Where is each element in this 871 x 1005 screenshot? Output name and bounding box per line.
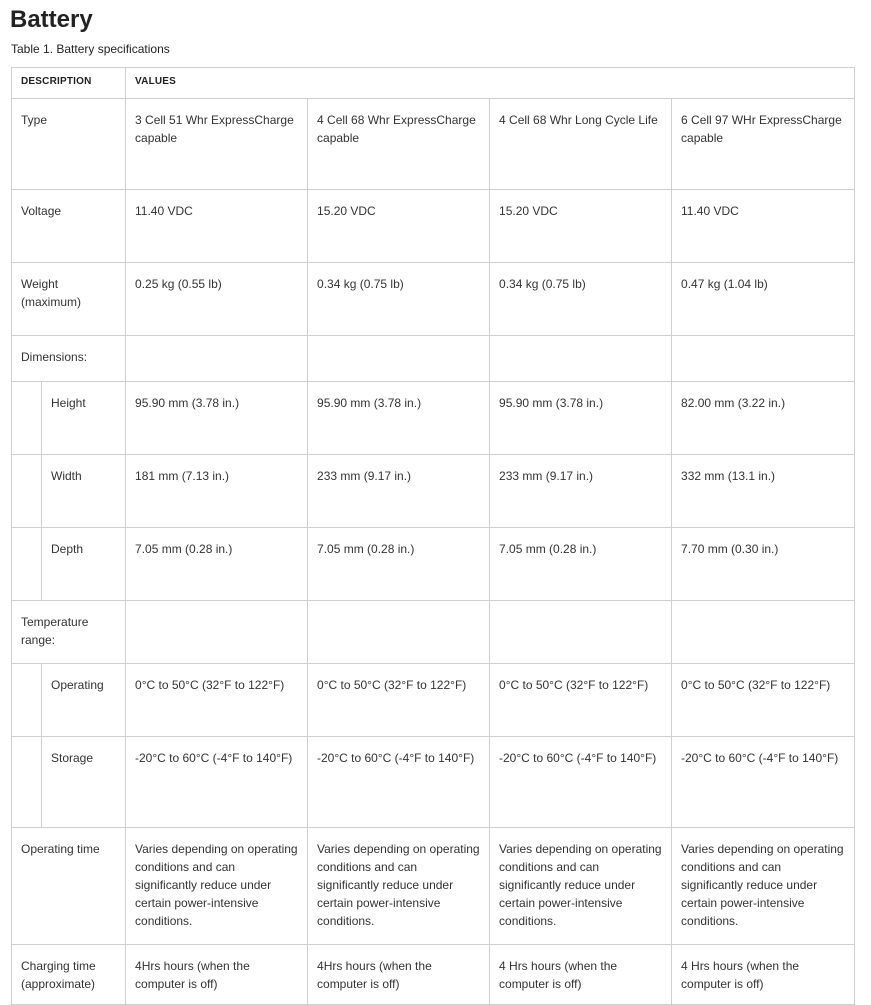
table-header-row (12, 68, 855, 99)
table-row (12, 828, 855, 945)
table-row (12, 382, 855, 455)
row-label-weight: Weight (maximum) (12, 263, 126, 336)
value-cell: -20°C to 60°C (-4°F to 140°F) (308, 737, 490, 828)
table-row (12, 528, 855, 601)
value-cell: 0.34 kg (0.75 lb) (490, 263, 672, 336)
empty-cell (126, 336, 308, 382)
value-cell: -20°C to 60°C (-4°F to 140°F) (126, 737, 308, 828)
empty-cell (672, 601, 855, 664)
value-cell: 0°C to 50°C (32°F to 122°F) (308, 664, 490, 737)
table-row (12, 99, 855, 190)
value-cell: Varies depending on operating conditions and can significantly reduce under certain power-intensive conditions. (126, 828, 308, 945)
battery-spec-table (11, 67, 855, 1005)
value-cell: 233 mm (9.17 in.) (308, 455, 490, 528)
table-row (12, 263, 855, 336)
table-caption: Table 1. Battery specifications (11, 42, 170, 56)
empty-cell (490, 601, 672, 664)
value-cell: -20°C to 60°C (-4°F to 140°F) (672, 737, 855, 828)
value-cell: 0.47 kg (1.04 lb) (672, 263, 855, 336)
row-label-operating-time: Operating time (12, 828, 126, 945)
value-cell: 15.20 VDC (308, 190, 490, 263)
row-label-type: Type (12, 99, 126, 190)
value-cell: 15.20 VDC (490, 190, 672, 263)
row-label-depth: Depth (42, 528, 126, 601)
value-cell: 6 Cell 97 WHr ExpressCharge capable (672, 99, 855, 190)
row-label-storage: Storage (42, 737, 126, 828)
empty-cell (672, 336, 855, 382)
empty-cell (126, 601, 308, 664)
value-cell: 4 Cell 68 Whr ExpressCharge capable (308, 99, 490, 190)
value-cell: 4 Cell 68 Whr Long Cycle Life (490, 99, 672, 190)
value-cell: 332 mm (13.1 in.) (672, 455, 855, 528)
value-cell: 7.05 mm (0.28 in.) (490, 528, 672, 601)
table-row (12, 601, 855, 664)
value-cell: 0°C to 50°C (32°F to 122°F) (490, 664, 672, 737)
value-cell: 0°C to 50°C (32°F to 122°F) (672, 664, 855, 737)
value-cell: 233 mm (9.17 in.) (490, 455, 672, 528)
column-header-description: DESCRIPTION (12, 68, 126, 99)
table-row (12, 945, 855, 1005)
indent-cell (12, 455, 42, 528)
table-row (12, 336, 855, 382)
value-cell: Varies depending on operating conditions and can significantly reduce under certain power-intensive conditions. (490, 828, 672, 945)
value-cell: 4Hrs hours (when the computer is off) (126, 945, 308, 1005)
table-row (12, 664, 855, 737)
value-cell: 0.34 kg (0.75 lb) (308, 263, 490, 336)
value-cell: 181 mm (7.13 in.) (126, 455, 308, 528)
row-label-width: Width (42, 455, 126, 528)
value-cell: 11.40 VDC (126, 190, 308, 263)
row-label-dimensions: Dimensions: (12, 336, 126, 382)
indent-cell (12, 737, 42, 828)
value-cell: 7.05 mm (0.28 in.) (308, 528, 490, 601)
value-cell: 95.90 mm (3.78 in.) (308, 382, 490, 455)
row-label-charging-time: Charging time (approximate) (12, 945, 126, 1005)
column-header-values: VALUES (126, 68, 855, 99)
value-cell: 4Hrs hours (when the computer is off) (308, 945, 490, 1005)
value-cell: 0°C to 50°C (32°F to 122°F) (126, 664, 308, 737)
value-cell: Varies depending on operating conditions and can significantly reduce under certain power-intensive conditions. (308, 828, 490, 945)
empty-cell (308, 336, 490, 382)
value-cell: 3 Cell 51 Whr ExpressCharge capable (126, 99, 308, 190)
page-title: Battery (10, 6, 93, 33)
value-cell: 0.25 kg (0.55 lb) (126, 263, 308, 336)
row-label-voltage: Voltage (12, 190, 126, 263)
value-cell: 4 Hrs hours (when the computer is off) (672, 945, 855, 1005)
value-cell: 11.40 VDC (672, 190, 855, 263)
table-row (12, 737, 855, 828)
value-cell: Varies depending on operating conditions and can significantly reduce under certain power-intensive conditions. (672, 828, 855, 945)
value-cell: 4 Hrs hours (when the computer is off) (490, 945, 672, 1005)
value-cell: 7.05 mm (0.28 in.) (126, 528, 308, 601)
row-label-height: Height (42, 382, 126, 455)
table-row (12, 455, 855, 528)
indent-cell (12, 382, 42, 455)
value-cell: 95.90 mm (3.78 in.) (490, 382, 672, 455)
value-cell: -20°C to 60°C (-4°F to 140°F) (490, 737, 672, 828)
value-cell: 7.70 mm (0.30 in.) (672, 528, 855, 601)
empty-cell (308, 601, 490, 664)
empty-cell (490, 336, 672, 382)
indent-cell (12, 528, 42, 601)
value-cell: 82.00 mm (3.22 in.) (672, 382, 855, 455)
indent-cell (12, 664, 42, 737)
row-label-operating: Operating (42, 664, 126, 737)
row-label-temperature: Temperature range: (12, 601, 126, 664)
table-row (12, 190, 855, 263)
value-cell: 95.90 mm (3.78 in.) (126, 382, 308, 455)
